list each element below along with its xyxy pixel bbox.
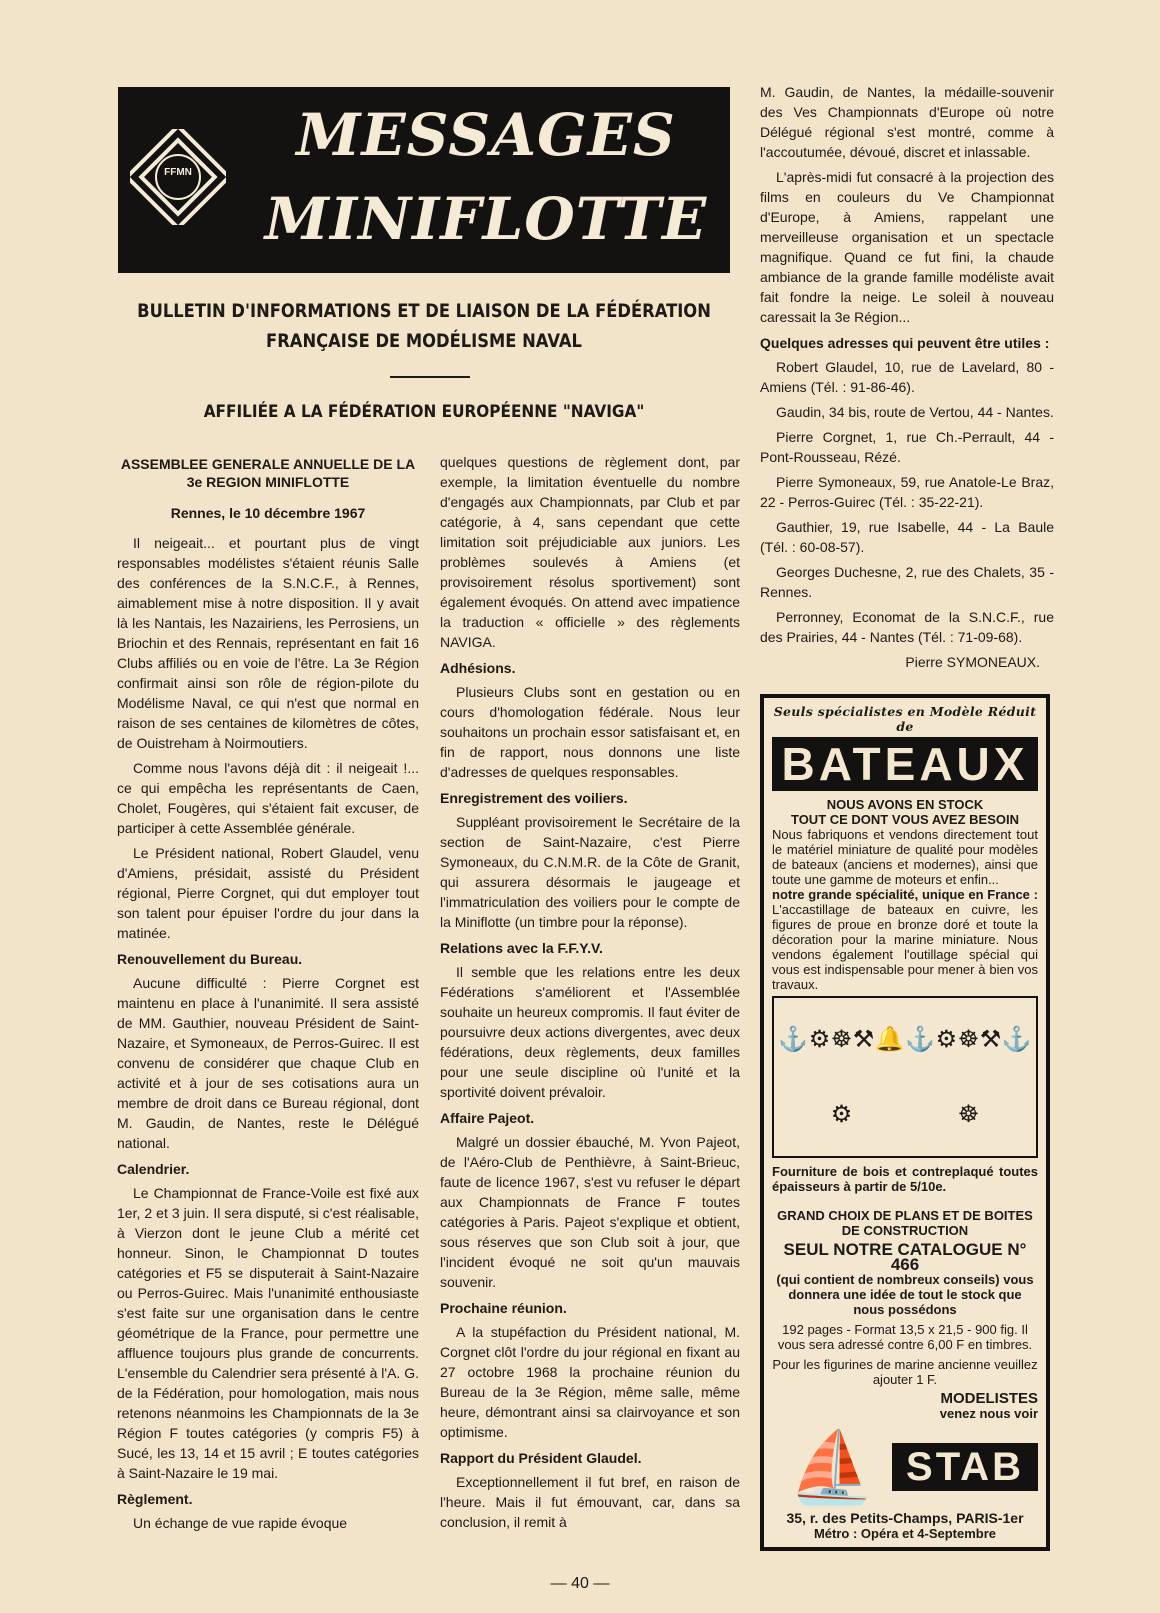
ad-address: 35, r. des Petits-Champs, PARIS-1er <box>786 1510 1024 1526</box>
column-1 <box>117 455 419 1538</box>
paragraph: Il neigeait... et pourtant plus de vingt responsables modélistes s'étaient réunis Salle des conférences de la S.N.C.F., à Rennes, aimablement mise à notre disposition. Il y avait là les Nantais, les Nazairiens, les Perrosiens, un Briochin et des Rennais, représentant en fait 16 Clubs affiliés ou en voie de l'être. La 3e Région confirmait ainsi son rôle de région-pilote du Modélisme Naval, ce qui n'est que normal en raison de ses centaines de kilomètres de côtes, de Ouistreham à Noirmoutiers. <box>117 535 419 751</box>
paragraph: Suppléant provisoirement le Secrétaire de la section de Saint-Nazaire, c'est Pierre Symoneaux, du C.N.M.R. de la Côte de Granit, qui assurera désormais le jaugeage et l'immatriculation des voiliers pour le compte de la Miniflotte (un timbre pour la réponse). <box>440 814 740 930</box>
ad-stab-logo: STAB <box>892 1443 1038 1491</box>
section-heading: Renouvellement du Bureau. <box>117 951 303 967</box>
ad-wood: Fourniture de bois et contreplaqué toutes épaisseurs à partir de 5/10e. <box>772 1164 1038 1194</box>
title-line-1: MESSAGES <box>296 101 676 169</box>
ad-stock-1: NOUS AVONS EN STOCK <box>826 797 984 812</box>
ad-catalogue-sub: (qui contient de nombreux conseils) vous donnera une idée de tout le stock que nous possédons <box>776 1272 1034 1317</box>
paragraph: Aucune difficulté : Pierre Corgnet est maintenu en place à l'unanimité. Il sera assisté de MM. Gauthier, nouveau Président de Saint-Nazaire, et Symoneaux, de Perros-Guirec. Il est convenu de considérer que chaque Club en activité et à jour de ses cotisations aura un membre de droit dans ce Bureau régional, dont M. Gaudin, de Nantes, reste le Délégué national. <box>117 975 419 1151</box>
article-heading: ASSEMBLEE GENERALE ANNUELLE DE LA 3e REGION MINIFLOTTE <box>120 456 416 490</box>
ad-special-heading: notre grande spécialité, unique en France : <box>772 887 1038 902</box>
bulletin-subtitle: BULLETIN D'INFORMATIONS ET DE LIAISON DE LA FÉDÉRATION FRANÇAISE DE MODÉLISME NAVAL <box>137 300 711 352</box>
paragraph: Le Président national, Robert Glaudel, venu d'Amiens, présidait, assisté du Président régional, Pierre Corgnet, qui dut employer tout son talent pour épuiser l'ordre du jour dans la matinée. <box>117 845 419 941</box>
ship-fittings-illustration: ⚓ ⚙ ☸ ⚒ 🔔 ⚓ ⚙ ☸ ⚒ ⚓ ⚙ ☸ <box>772 996 1038 1158</box>
paragraph: M. Gaudin, de Nantes, la médaille-souvenir des Ves Championnats d'Europe où notre Délégué régional s'est montré, comme à l'accoutumée, dévoué, discret et inlassable. <box>760 84 1054 160</box>
ad-catalogue: SEUL NOTRE CATALOGUE N° 466 <box>783 1240 1027 1274</box>
paragraph: Comme nous l'avons déjà dit : il neigeait !... ce qui empêcha les représentants de Caen, Cholet, Fougères, qui s'étaient fait excuser, de participer à cette Assemblée générale. <box>117 760 419 836</box>
ad-figurines: Pour les figurines de marine ancienne veuillez ajouter 1 F. <box>772 1357 1038 1387</box>
paragraph: quelques questions de règlement dont, par exemple, la limitation éventuelle du nombre d'engagés aux Championnats, par Club et par catégorie, à 4, sans cependant que cette limitation soit préjudiciable aux juniors. Les problèmes soulevés à Amiens (et provisoirement résolus sportivement) sont également évoqués. On attend avec impatience la traduction « officielle » des règlements NAVIGA. <box>440 454 740 650</box>
section-heading: Prochaine réunion. <box>440 1300 567 1316</box>
column-2 <box>440 452 740 1537</box>
section-heading: Règlement. <box>117 1491 193 1507</box>
section-heading: Quelques adresses qui peuvent être utiles : <box>760 335 1050 351</box>
section-heading: Enregistrement des voiliers. <box>440 790 628 806</box>
paragraph: L'après-midi fut consacré à la projection des films en couleurs du Ve Championnat d'Europe, à Amiens, rappelant une merveilleuse organisation et un spectacle magnifique. Quand ce fut fini, la chaude ambiance de la grande famille modéliste avait fait fondre la neige. Le soleil à nouveau caressait la 3e Région... <box>760 169 1054 325</box>
paragraph: Robert Glaudel, 10, rue de Lavelard, 80 - Amiens (Tél. : 91-86-46). <box>760 359 1054 395</box>
signature: Pierre SYMONEAUX. <box>905 654 1040 670</box>
paragraph: Gauthier, 19, rue Isabelle, 44 - La Baule (Tél. : 60-08-57). <box>760 519 1054 555</box>
ad-tagline: Seuls spécialistes en Modèle Réduit de <box>773 704 1037 734</box>
paragraph: A la stupéfaction du Président national, M. Corgnet clôt l'ordre du jour régional en fixant au 27 octobre 1968 la prochaine réunion du Bureau de la 3e Région, même salle, même heure, démontrant ainsi sa clairvoyance et son optimisme. <box>440 1324 740 1440</box>
column-3 <box>760 82 1054 672</box>
paragraph: Pierre Corgnet, 1, rue Ch.-Perrault, 44 - Pont-Rousseau, Rézé. <box>760 429 1054 465</box>
section-heading: Affaire Pajeot. <box>440 1110 535 1126</box>
column-3-wrapper <box>760 82 1054 1551</box>
title-line-2: MINIFLOTTE <box>264 185 708 253</box>
page-number: — 40 — <box>550 1575 610 1592</box>
ad-special: L'accastillage de bateaux en cuivre, les figures de proue en bronze doré et toute la décoration pour la marine miniature. Nous vendons également l'outillage spécial qui vous est indispensable pour mener à bien vos travaux. <box>772 902 1038 992</box>
section-heading: Calendrier. <box>117 1161 190 1177</box>
paragraph: Le Championnat de France-Voile est fixé aux 1er, 2 et 3 juin. Il sera disputé, si c'est réalisable, à Vierzon dont le jeune Club a mérité cet honneur. Sinon, le Championnat D toutes catégories et F5 se disputerait à Saint-Nazaire ou Perros-Guirec. Mais l'unanimité enthousiaste s'est faite sur une organisation dans le centre géométrique de la France, pour permettre une affluence toujours plus grande de concurrents. L'ensemble du Calendrier sera présenté à l'A. G. de la Fédération, pour homologation, mais nous retenons néanmoins les Championnats de la 3e Région F toutes catégories (y compris F5) à Sucé, les 13, 14 et 15 avril ; E toutes catégories à Saint-Nazaire le 19 mai. <box>117 1185 419 1481</box>
ad-pages: 192 pages - Format 13,5 x 21,5 - 900 fig. Il vous sera adressé contre 6,00 F en timbres. <box>777 1322 1033 1352</box>
paragraph: Il semble que les relations entre les deux Fédérations s'améliorent et l'Assemblée souhaite un heureux compromis. Il faut éviter de poursuivre deux actions divergentes, avec deux fédérations, deux règlements, deux familles pour une seule discipline où l'unité et la sportivité doivent prévaloir. <box>440 964 740 1100</box>
ad-brand: BATEAUX <box>772 737 1038 791</box>
paragraph: Malgré un dossier ébauché, M. Yvon Pajeot, de l'Aéro-Club de Penthièvre, à Saint-Brieuc, faute de licence 1967, s'est vu refuser le départ aux Championnats de France F toutes catégories à Paris. Pajeot s'explique et obtient, sous réserves que son Club soit à jour, que l'incident évoqué ne soit qu'un mauvais souvenir. <box>440 1134 740 1290</box>
section-heading: Relations avec la F.F.Y.V. <box>440 940 603 956</box>
article-dateline: Rennes, le 10 décembre 1967 <box>170 505 366 521</box>
paragraph: Pierre Symoneaux, 59, rue Anatole-Le Braz, 22 - Perros-Guirec (Tél. : 35-22-21). <box>760 474 1054 510</box>
ad-plans: GRAND CHOIX DE PLANS ET DE BOITES DE CONSTRUCTION <box>777 1208 1033 1238</box>
paragraph: Exceptionnellement il fut bref, en raison de l'heure. Mais il fut émouvant, car, dans sa conclusion, il remit à <box>440 1474 740 1530</box>
logo-text: FFMN <box>164 167 192 178</box>
paragraph: Georges Duchesne, 2, rue des Chalets, 35 - Rennes. <box>760 564 1054 600</box>
section-heading: Adhésions. <box>440 660 516 676</box>
ad-modelistes: MODELISTES <box>940 1390 1038 1407</box>
paragraph: Gaudin, 34 bis, route de Vertou, 44 - Nantes. <box>776 404 1054 420</box>
ad-intro: Nous fabriquons et vendons directement tout le matériel miniature de qualité pour modèles de bateaux (anciens et modernes), ainsi que toute une gamme de moteurs et enfin... <box>772 827 1038 887</box>
paragraph: Plusieurs Clubs sont en gestation ou en cours d'homologation fédérale. Nous leur souhaitons un prochain essor satisfaisant et, en fin de rapport, nous donnons une liste d'adresses de quelques responsables. <box>440 684 740 780</box>
sailing-ship-icon: ⛵ <box>788 1428 876 1506</box>
ad-metro: Métro : Opéra et 4-Septembre <box>813 1526 997 1541</box>
stab-advertisement <box>760 694 1050 1551</box>
ad-venez: venez nous voir <box>939 1406 1038 1421</box>
affiliation-line: AFFILIÉE A LA FÉDÉRATION EUROPÉENNE "NAVIGA" <box>203 402 645 422</box>
ad-stock-2: TOUT CE DONT VOUS AVEZ BESOIN <box>790 812 1019 827</box>
paragraph: Un échange de vue rapide évoque <box>133 1515 348 1531</box>
paragraph: Perronney, Economat de la S.N.C.F., rue des Prairies, 44 - Nantes (Tél. : 71-09-68). <box>760 609 1054 645</box>
section-heading: Rapport du Président Glaudel. <box>440 1450 642 1466</box>
